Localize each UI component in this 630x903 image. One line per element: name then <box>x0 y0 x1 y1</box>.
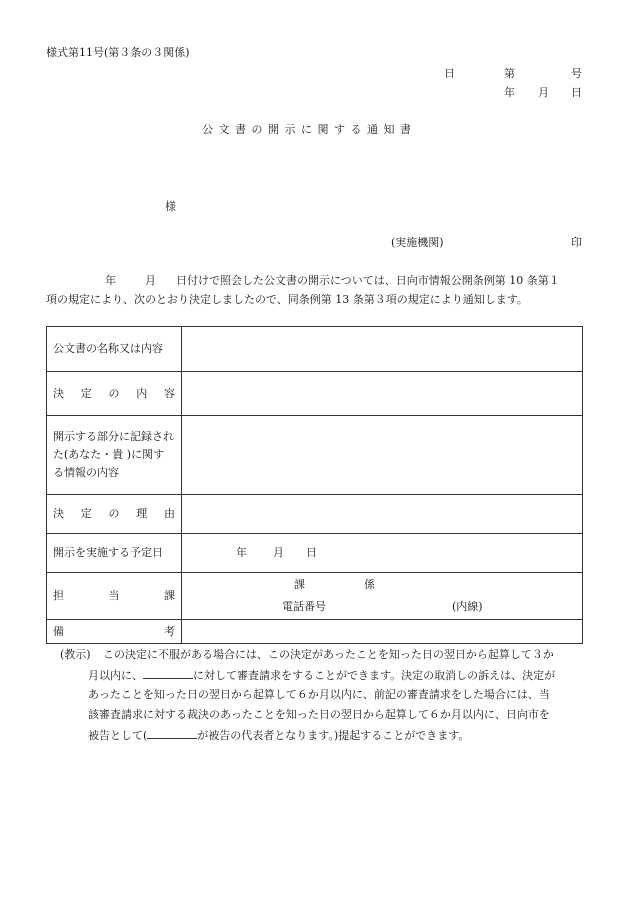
intro-text-line-2: 項の規定により、次のとおり決定しましたので、同条例第 13 条第３項の規定により通知します。 <box>46 293 528 306</box>
scheduled-month: 月 <box>273 546 284 559</box>
row-label-document-name: 公文書の名称又は内容 <box>47 327 182 372</box>
notice-line-2 <box>88 668 555 683</box>
notice-line-2-start: 月以内に、 <box>88 669 143 682</box>
page-title: 公 文 書 の 開 示 に 関 す る 通 知 書 <box>202 123 412 136</box>
reference-go: 号 <box>571 67 582 80</box>
table-row <box>47 573 583 620</box>
table-row <box>47 620 583 644</box>
issuer-label: (実施機関) <box>391 236 444 249</box>
row-label-section-in-charge: 担 当 課 <box>47 573 182 620</box>
table-row <box>47 372 583 416</box>
intro-text-line-1: 日付けで照会した公文書の開示については、日向市情報公開条例第 10 条第１ <box>176 274 560 287</box>
field-decision-content <box>182 372 583 416</box>
notice-line-3: あったことを知った日の翌日から起算して６か月以内に、前記の審査請求をした場合には、当 <box>88 688 550 701</box>
notice-line-1: この決定に不服がある場合には、この決定があったことを知った日の翌日から起算して３か <box>103 648 554 661</box>
field-disclosed-info <box>182 416 583 495</box>
scheduled-year: 年 <box>236 546 247 559</box>
section-kakari: 係 <box>364 578 375 591</box>
row-label-scheduled-date: 開示を実施する予定日 <box>47 534 182 573</box>
blank-representative <box>147 728 197 739</box>
row-label-disclosed-info: 開示する部分に記録された(あなた・貴 )に関する情報の内容 <box>47 416 182 495</box>
field-section-in-charge <box>182 573 583 620</box>
row-label-decision-content: 決 定 の 内 容 <box>47 372 182 416</box>
scheduled-day: 日 <box>306 546 317 559</box>
field-document-name <box>182 327 583 372</box>
notice-line-4: 該審査請求に対する裁決のあったことを知った日の翌日から起算して６か月以内に、日向市を <box>88 708 550 721</box>
date-day: 日 <box>571 86 582 99</box>
date-year: 年 <box>504 86 515 99</box>
notice-label: (教示) <box>60 648 91 661</box>
field-remarks <box>182 620 583 644</box>
notice-line-2-end: に対して審査請求をすることができます。決定の取消しの訴えは、決定が <box>193 669 556 682</box>
reference-day: 日 <box>444 67 455 80</box>
intro-year: 年 <box>105 274 116 287</box>
phone-number-label: 電話番号 <box>282 600 326 613</box>
notice-line-5 <box>88 728 469 743</box>
form-number: 様式第11号(第３条の３関係) <box>46 46 190 59</box>
table-row <box>47 416 583 495</box>
seal-mark: 印 <box>571 236 582 249</box>
table-row <box>47 534 583 573</box>
section-ka: 課 <box>294 578 305 591</box>
extension-label: (内線) <box>452 600 483 613</box>
row-label-remarks: 備 考 <box>47 620 182 644</box>
intro-month: 月 <box>145 274 156 287</box>
notice-line-5-end: が被告の代表者となります。)提起することができます。 <box>197 729 470 742</box>
disclosure-form-table <box>46 326 583 644</box>
reference-dai: 第 <box>504 67 515 80</box>
row-label-decision-reason: 決 定 の 理 由 <box>47 495 182 534</box>
addressee-suffix: 様 <box>165 200 176 213</box>
table-row <box>47 495 583 534</box>
field-scheduled-date <box>182 534 583 573</box>
blank-review-authority <box>143 668 193 679</box>
field-decision-reason <box>182 495 583 534</box>
notice-line-5-start: 被告として( <box>88 729 148 742</box>
table-row <box>47 327 583 372</box>
date-month: 月 <box>538 86 549 99</box>
